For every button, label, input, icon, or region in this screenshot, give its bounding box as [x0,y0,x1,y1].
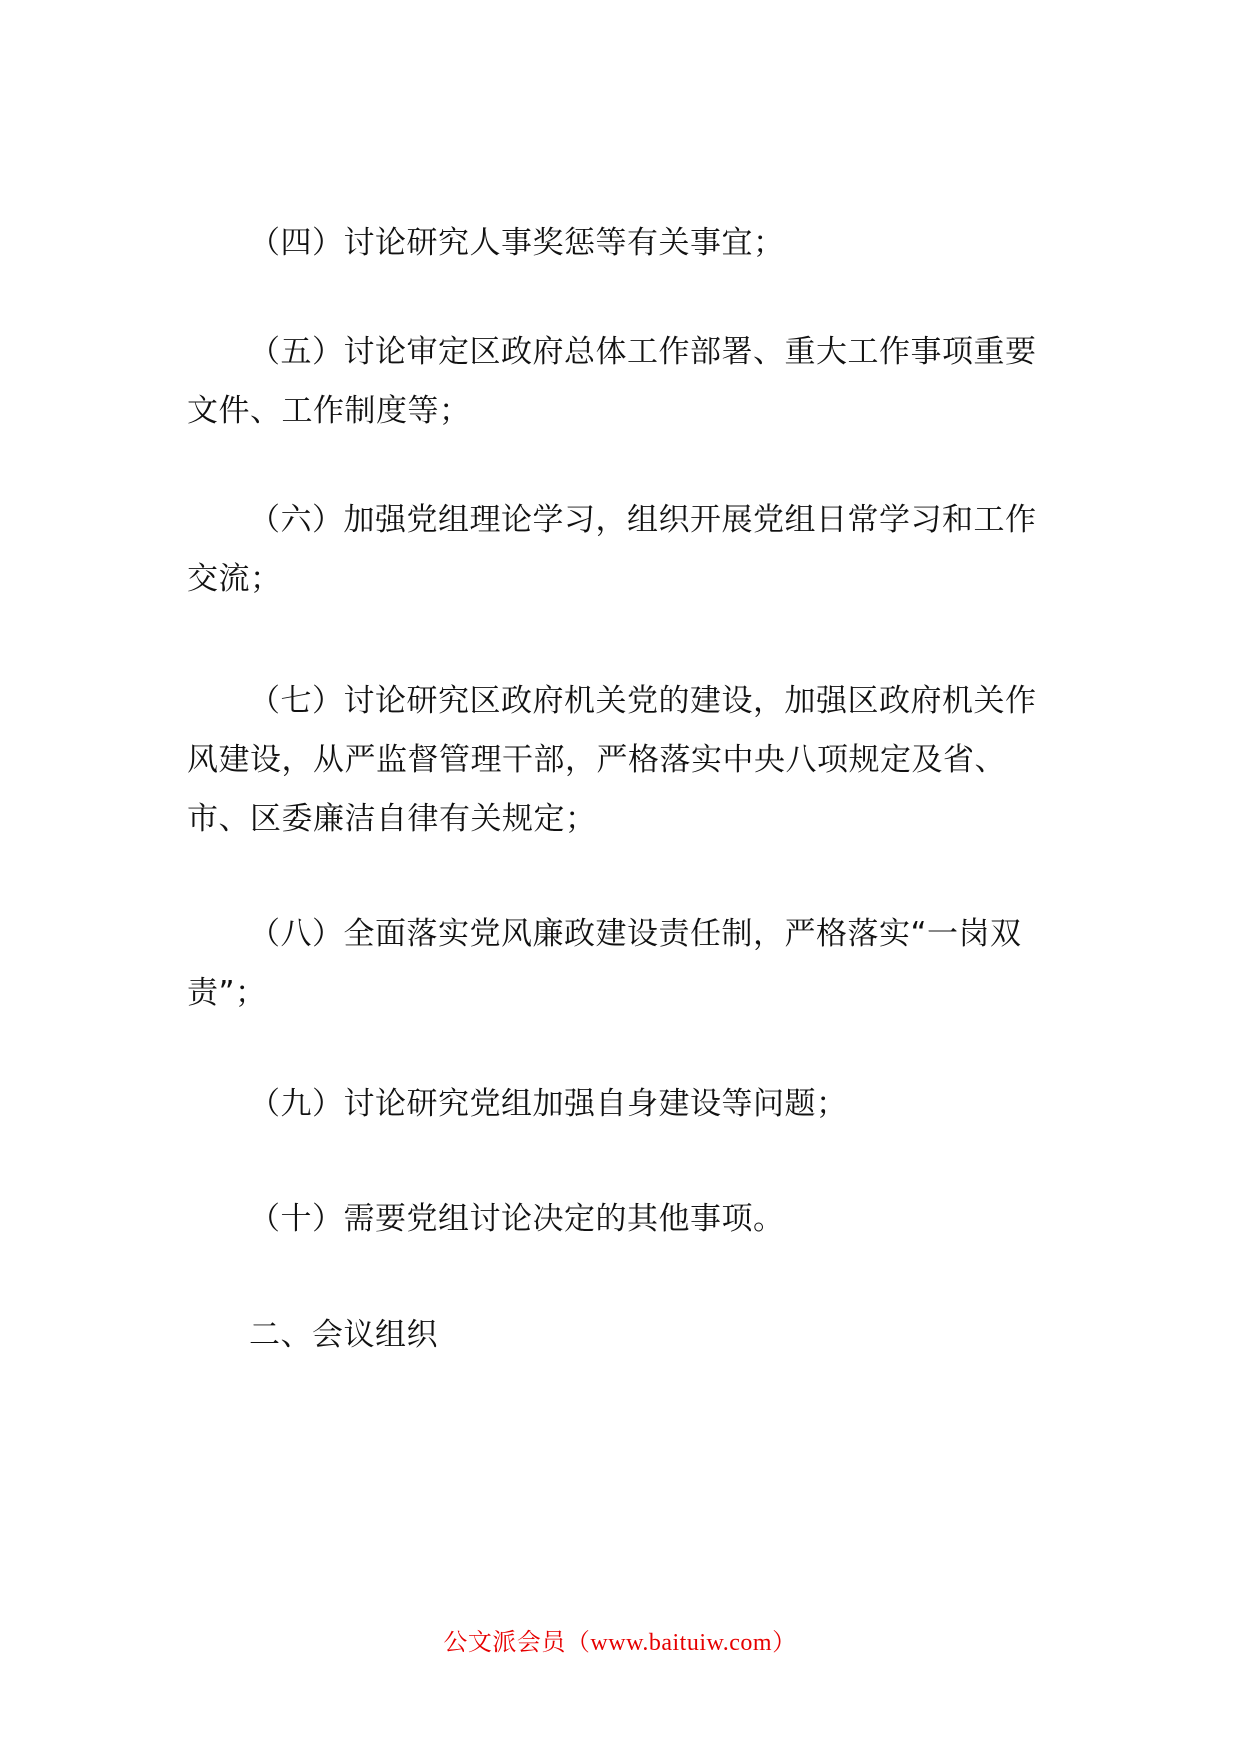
paragraph-item-9: （九）讨论研究党组加强自身建设等问题； [249,1086,848,1122]
paragraph-item-4: （四）讨论研究人事奖惩等有关事宜； [249,225,785,261]
paragraph-item-6: （六）加强党组理论学习，组织开展党组日常学习和工作交流； [187,502,1037,597]
paragraph-item-5: （五）讨论审定区政府总体工作部署、重大工作事项重要文件、工作制度等； [187,334,1037,429]
footer-watermark: 公文派会员（www.baituiw.com） [443,1630,797,1656]
paragraph-item-7: （七）讨论研究区政府机关党的建设，加强区政府机关作风建设，从严监督管理干部，严格落实中央八项规定及省、市、区委廉洁自律有关规定； [187,683,1037,837]
paragraph-item-8: （八）全面落实党风廉政建设责任制，严格落实“一岗双责”； [187,916,1022,1011]
paragraph-item-10: （十）需要党组讨论决定的其他事项。 [249,1201,785,1237]
section-heading: 二、会议组织 [249,1317,438,1353]
